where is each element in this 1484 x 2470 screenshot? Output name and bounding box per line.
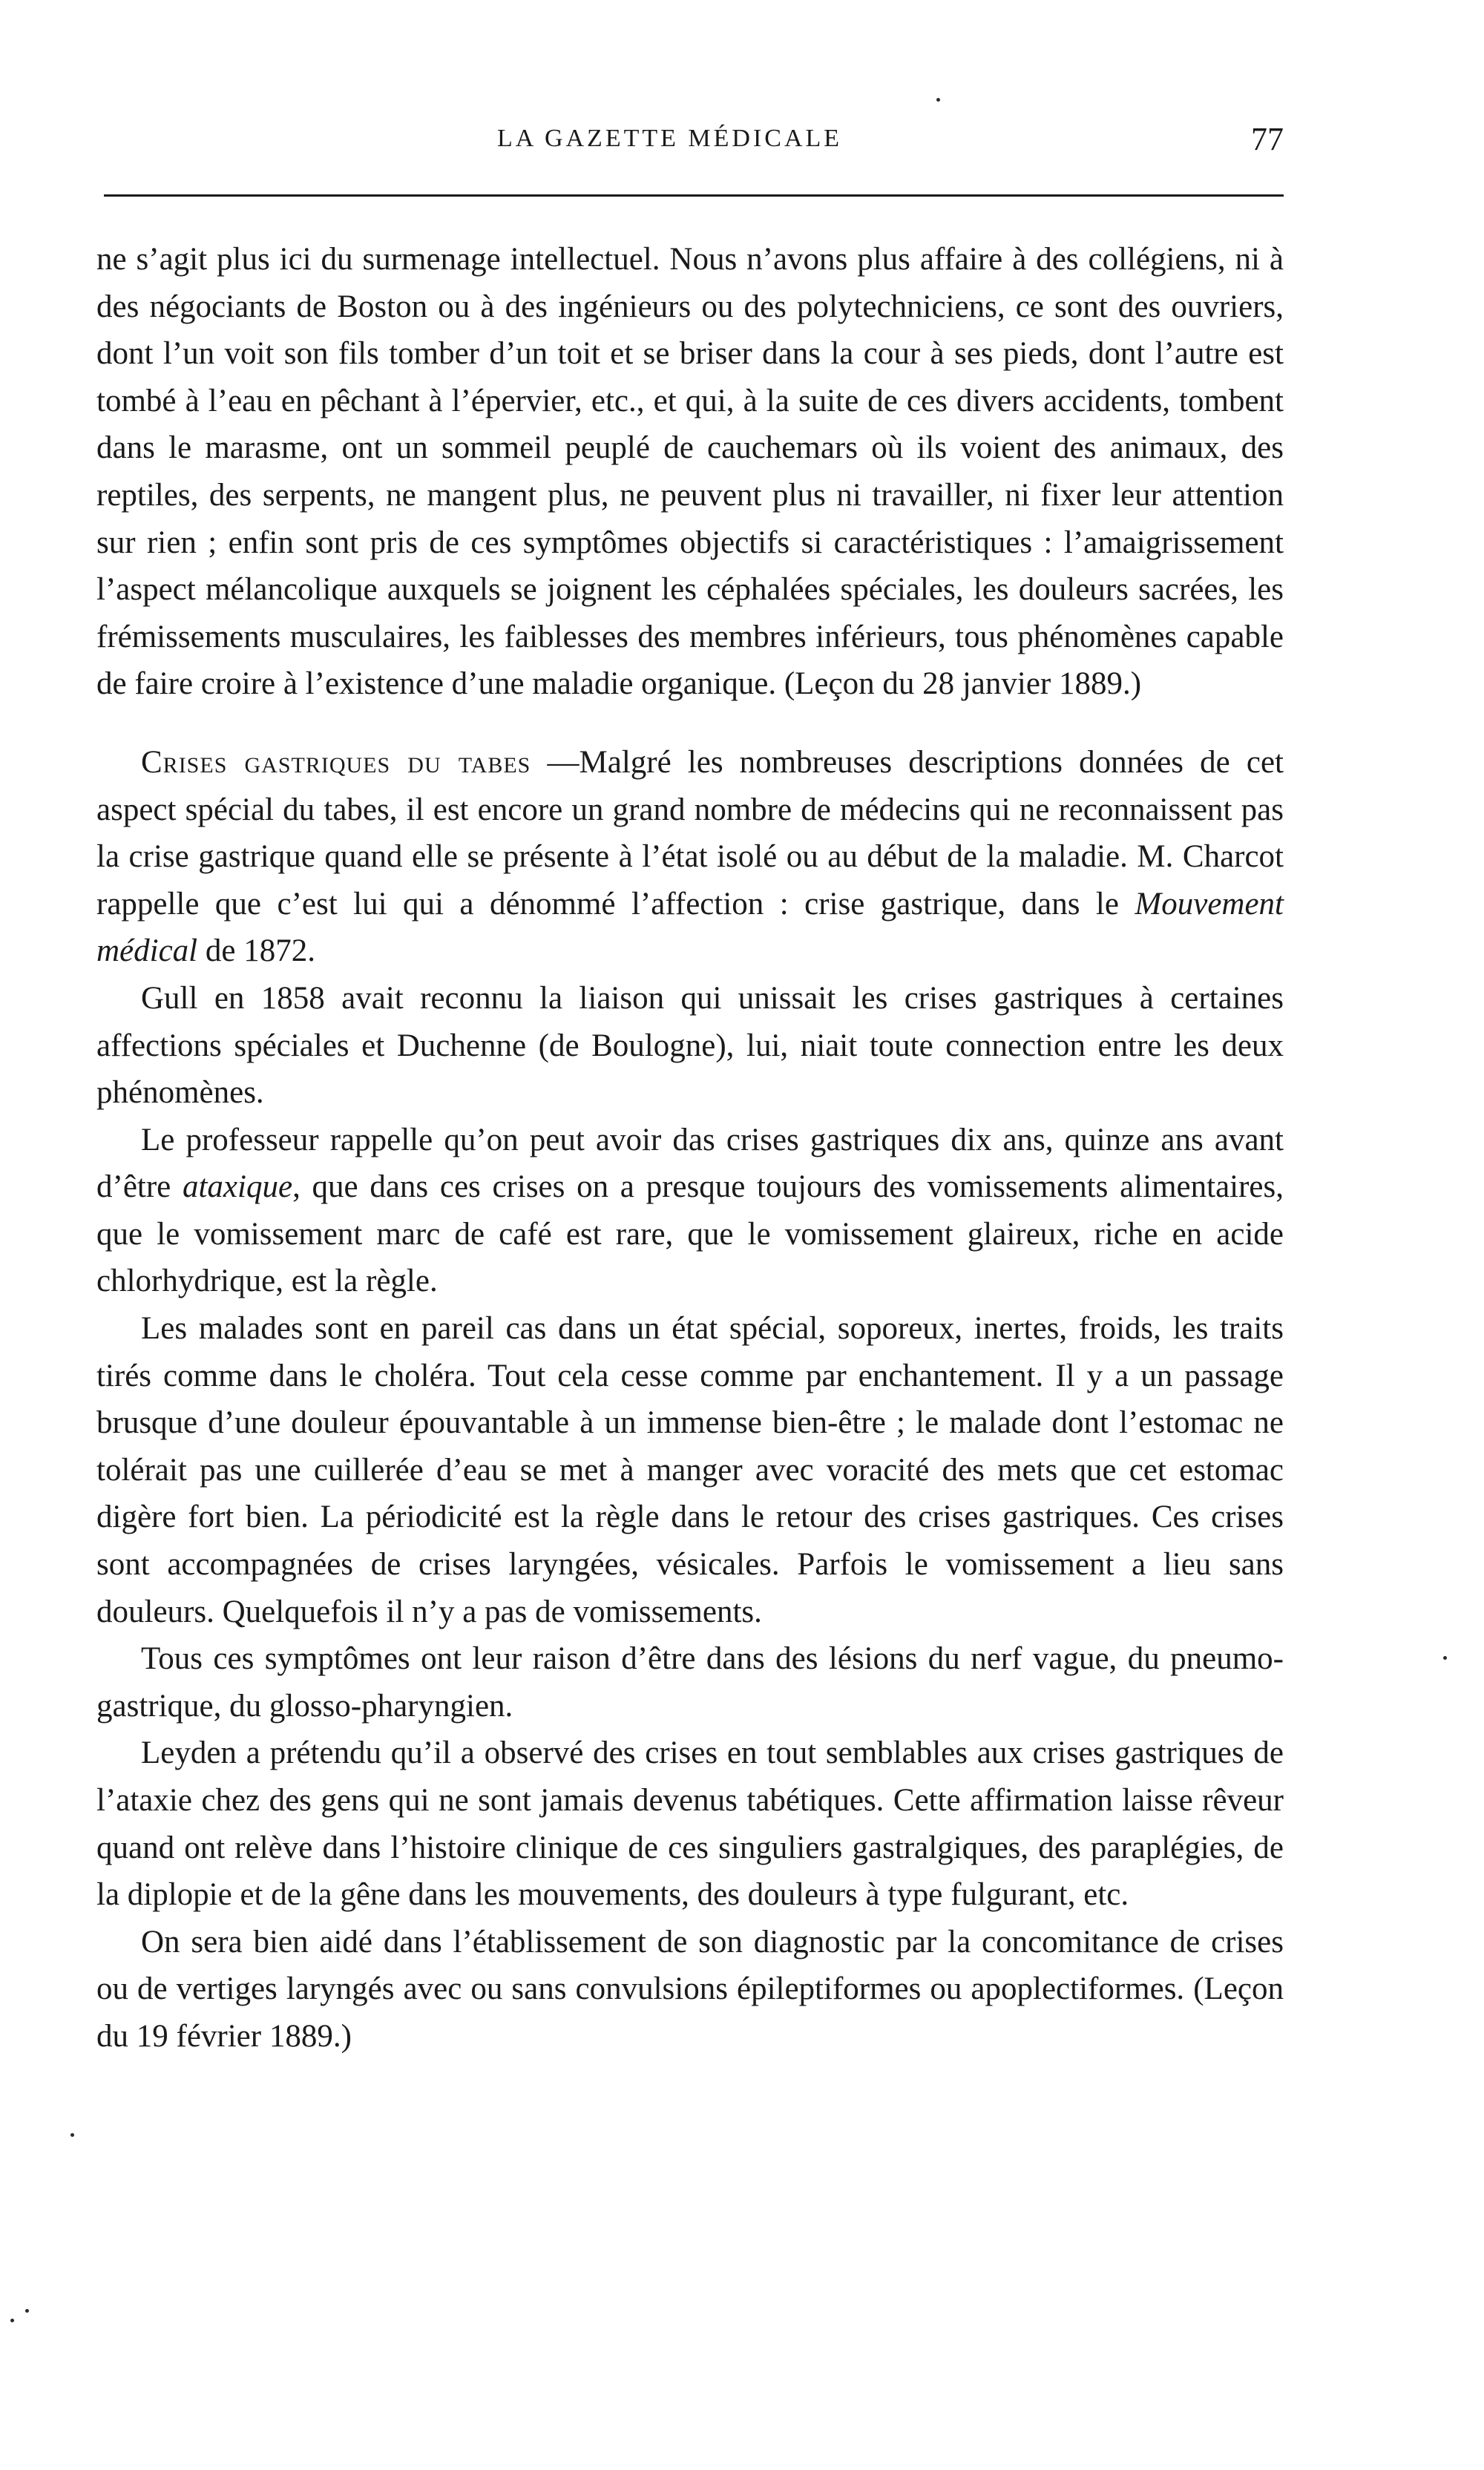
paragraph-text: de 1872. bbox=[197, 933, 315, 969]
page-header bbox=[96, 121, 1284, 169]
section-heading: Crises gastriques du tabes bbox=[141, 744, 531, 780]
section-gap bbox=[96, 708, 1284, 739]
body-text bbox=[96, 236, 1284, 2060]
journal-title: Mouvement médical bbox=[96, 886, 1284, 969]
paragraph-surmenage: ne s’agit plus ici du surmenage intellectuel. Nous n’avons plus affaire à des collégiens, ni à des négociants de Boston ou à des ingénieurs ou des polytechniciens, ce sont des ouvriers, dont l’un voit son fils tomber d’un toit et se briser dans la cour à ses pieds, dont l’autre est tombé à l’eau en pêchant à l’épervier, etc., et qui, à la suite de ces divers accidents, tombent dans le marasme, ont un sommeil peuplé de cauchemars où ils voient des animaux, des reptiles, des serpents, ne mangent plus, ne peuvent plus ni travailler, ni fixer leur attention sur rien ; enfin sont pris de ces symptômes objectifs si caractéristiques : l’amaigrissement l’aspect mélancolique auxquels se joignent les céphalées spéciales, les douleurs sacrées, les frémissements musculaires, les faiblesses des membres inférieurs, tous phénomènes capable de faire croire à l’existence d’une maladie organique. (Leçon du 28 janvier 1889.) bbox=[96, 242, 1284, 702]
paragraph-diagnostic: On sera bien aidé dans l’établissement de son diagnostic par la concomitance de crises ou de vertiges laryngés avec ou sans convulsions épileptiformes ou apoplectiformes. (Leçon du 19 février 1889.) bbox=[96, 1924, 1284, 2054]
italic-term: ataxique bbox=[182, 1169, 293, 1205]
print-speck bbox=[70, 2133, 74, 2137]
running-title: LA GAZETTE MÉDICALE bbox=[497, 125, 843, 152]
paragraph-symptomes: Tous ces symptômes ont leur raison d’être dans des lésions du nerf vague, du pneumo-gastrique, du glosso-pharyngien. bbox=[96, 1641, 1284, 1724]
paragraph-text: —Malgré les nombreuses descriptions données de cet aspect spécial du tabes, il est encore un grand nombre de médecins qui ne reconnaissent pas la crise gastrique quand elle se présente à l’état isolé ou au début de la maladie. M. Charcot rappelle que c’est lui qui a dénommé l’affection : crise gastrique, dans le bbox=[96, 744, 1284, 922]
paragraph-malades: Les malades sont en pareil cas dans un état spécial, soporeux, inertes, froids, les traits tirés comme dans le choléra. Tout cela cesse comme par enchantement. Il y a un passage brusque d’une douleur épouvantable à un immense bien-être ; le malade dont l’estomac ne tolérait pas une cuillerée d’eau se met à manger avec voracité des mets que cet estomac digère fort bien. La périodicité est la règle dans le retour des crises gastriques. Ces crises sont accompagnées de crises laryngées, vésicales. Parfois le vomissement a lieu sans douleurs. Quelquefois il n’y a pas de vomissements. bbox=[96, 1311, 1284, 1629]
paragraph-professeur bbox=[96, 1117, 1284, 1305]
paragraph-crises-gastriques bbox=[96, 739, 1284, 975]
paragraph-text: Le professeur rappelle qu’on peut avoir das crises gastriques dix ans, quinze ans avant d’être bbox=[96, 1122, 1284, 1205]
print-speck bbox=[936, 98, 940, 102]
paragraph-leyden: Leyden a prétendu qu’il a observé des crises en tout semblables aux crises gastriques de l’ataxie chez des gens qui ne sont jamais devenus tabétiques. Cette affirmation laisse rêveur quand ont relève dans l’histoire clinique de ces singuliers gastralgiques, des paraplégies, de la diplopie et de la gêne dans les mouvements, des douleurs à type fulgurant, etc. bbox=[96, 1735, 1284, 1913]
paragraph-gull: Gull en 1858 avait reconnu la liaison qui unissait les crises gastriques à certaines affections spéciales et Duchenne (de Boulogne), lui, niait toute connection entre les deux phénomènes. bbox=[96, 980, 1284, 1111]
print-speck bbox=[1443, 1656, 1447, 1660]
print-speck bbox=[25, 2309, 29, 2313]
print-speck bbox=[10, 2319, 14, 2322]
paragraph-text: , que dans ces crises on a presque toujours des vomissements alimentaires, que le vomissement marc de café est rare, que le vomissement glaireux, riche en acide chlorhydrique, est la règle. bbox=[96, 1169, 1284, 1299]
header-rule bbox=[104, 194, 1284, 197]
page-number: 77 bbox=[1251, 121, 1284, 157]
